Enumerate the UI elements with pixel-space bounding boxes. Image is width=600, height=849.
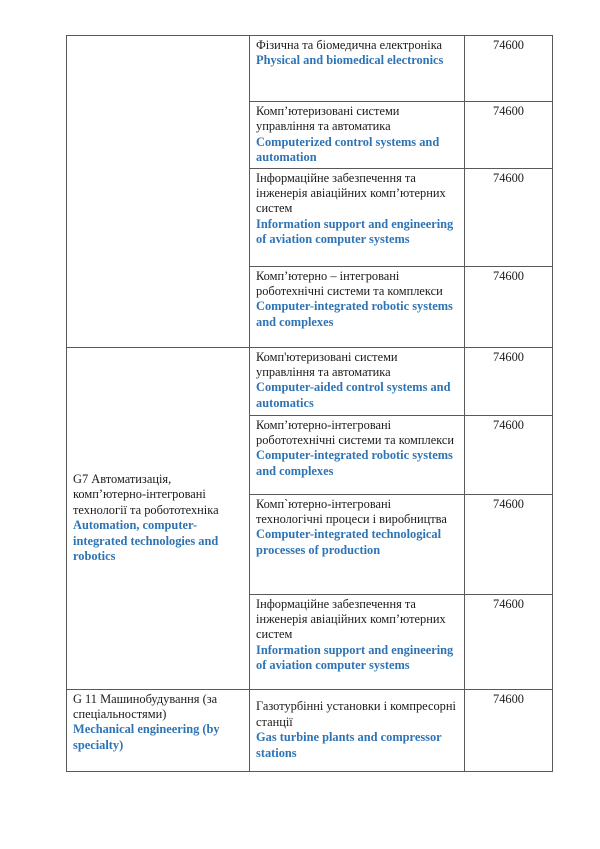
- specialty-cell: [250, 266, 465, 347]
- specialty-cell: [250, 415, 465, 494]
- specialty-uk: Комп’ютеризовані системи управління та автоматика: [256, 104, 400, 134]
- price-value: 74600: [493, 417, 524, 432]
- group-label-uk: G 11 Машинобудування (за спеціальностями): [73, 691, 218, 722]
- price-cell: [465, 168, 553, 266]
- specialty-en: Computerized control systems and automation: [256, 134, 440, 165]
- price-cell: [465, 36, 553, 102]
- group-cell-g7: [67, 347, 250, 689]
- specialty-en: Information support and engineering of aviation computer systems: [256, 642, 454, 673]
- specialty-en: Computer-integrated robotic systems and complexes: [256, 448, 453, 478]
- group-cell-empty: [67, 36, 250, 348]
- price-cell: [465, 102, 553, 169]
- price-cell: [465, 594, 553, 689]
- price-value: 74600: [493, 170, 524, 185]
- specialty-en: Computer-integrated robotic systems and complexes: [256, 299, 453, 329]
- price-cell: [465, 266, 553, 347]
- price-cell: [465, 415, 553, 494]
- price-value: 74600: [493, 691, 524, 706]
- price-value: 74600: [493, 496, 524, 511]
- specialty-uk: Інформаційне забезпечення та інженерія авіаційних комп’ютерних систем: [256, 170, 446, 216]
- specialty-en: Physical and biomedical electronics: [256, 53, 444, 68]
- specialty-en: Computer-integrated technological processes of production: [256, 527, 442, 557]
- tuition-table: [66, 35, 553, 772]
- price-value: 74600: [493, 596, 524, 611]
- group-cell-g11: [67, 689, 250, 771]
- specialty-cell: [250, 494, 465, 594]
- table-row: [67, 689, 553, 771]
- specialty-en: Information support and engineering of aviation computer systems: [256, 216, 454, 247]
- price-cell: [465, 689, 553, 771]
- price-value: 74600: [493, 268, 524, 283]
- specialty-uk: Комп'ютеризовані системи управління та автоматика: [256, 349, 398, 380]
- price-cell: [465, 494, 553, 594]
- specialty-uk: Комп`ютерно-інтегровані технологічні процеси і виробництва: [256, 496, 447, 527]
- specialty-uk: Інформаційне забезпечення та інженерія авіаційних комп’ютерних систем: [256, 596, 446, 642]
- table-row: [67, 347, 553, 415]
- specialty-cell: [250, 689, 465, 771]
- specialty-uk: Комп’ютерно – інтегровані роботехнічні системи та комплекси: [256, 268, 443, 299]
- price-value: 74600: [493, 349, 524, 364]
- specialty-cell: [250, 36, 465, 102]
- price-value: 74600: [493, 104, 524, 118]
- table-row: [67, 36, 553, 102]
- specialty-cell: [250, 102, 465, 169]
- specialty-uk: Фізична та біомедична електроніка: [256, 38, 443, 52]
- specialty-en: Computer-aided control systems and automatics: [256, 380, 451, 410]
- specialty-uk: Газотурбінні установки і компресорні станції: [256, 699, 456, 729]
- price-cell: [465, 347, 553, 415]
- group-label-en: Mechanical engineering (by specialty): [73, 722, 220, 752]
- group-label-uk: G7 Автоматизація, комп’ютерно-інтегровані технології та робототехніка: [73, 471, 219, 517]
- specialty-cell: [250, 168, 465, 266]
- group-label-en: Automation, computer-integrated technologies and robotics: [73, 518, 219, 563]
- price-value: 74600: [493, 38, 524, 52]
- specialty-cell: [250, 594, 465, 689]
- specialty-cell: [250, 347, 465, 415]
- specialty-en: Gas turbine plants and compressor stations: [256, 730, 442, 760]
- specialty-uk: Комп’ютерно-інтегровані робототехнічні системи та комплекси: [256, 417, 455, 448]
